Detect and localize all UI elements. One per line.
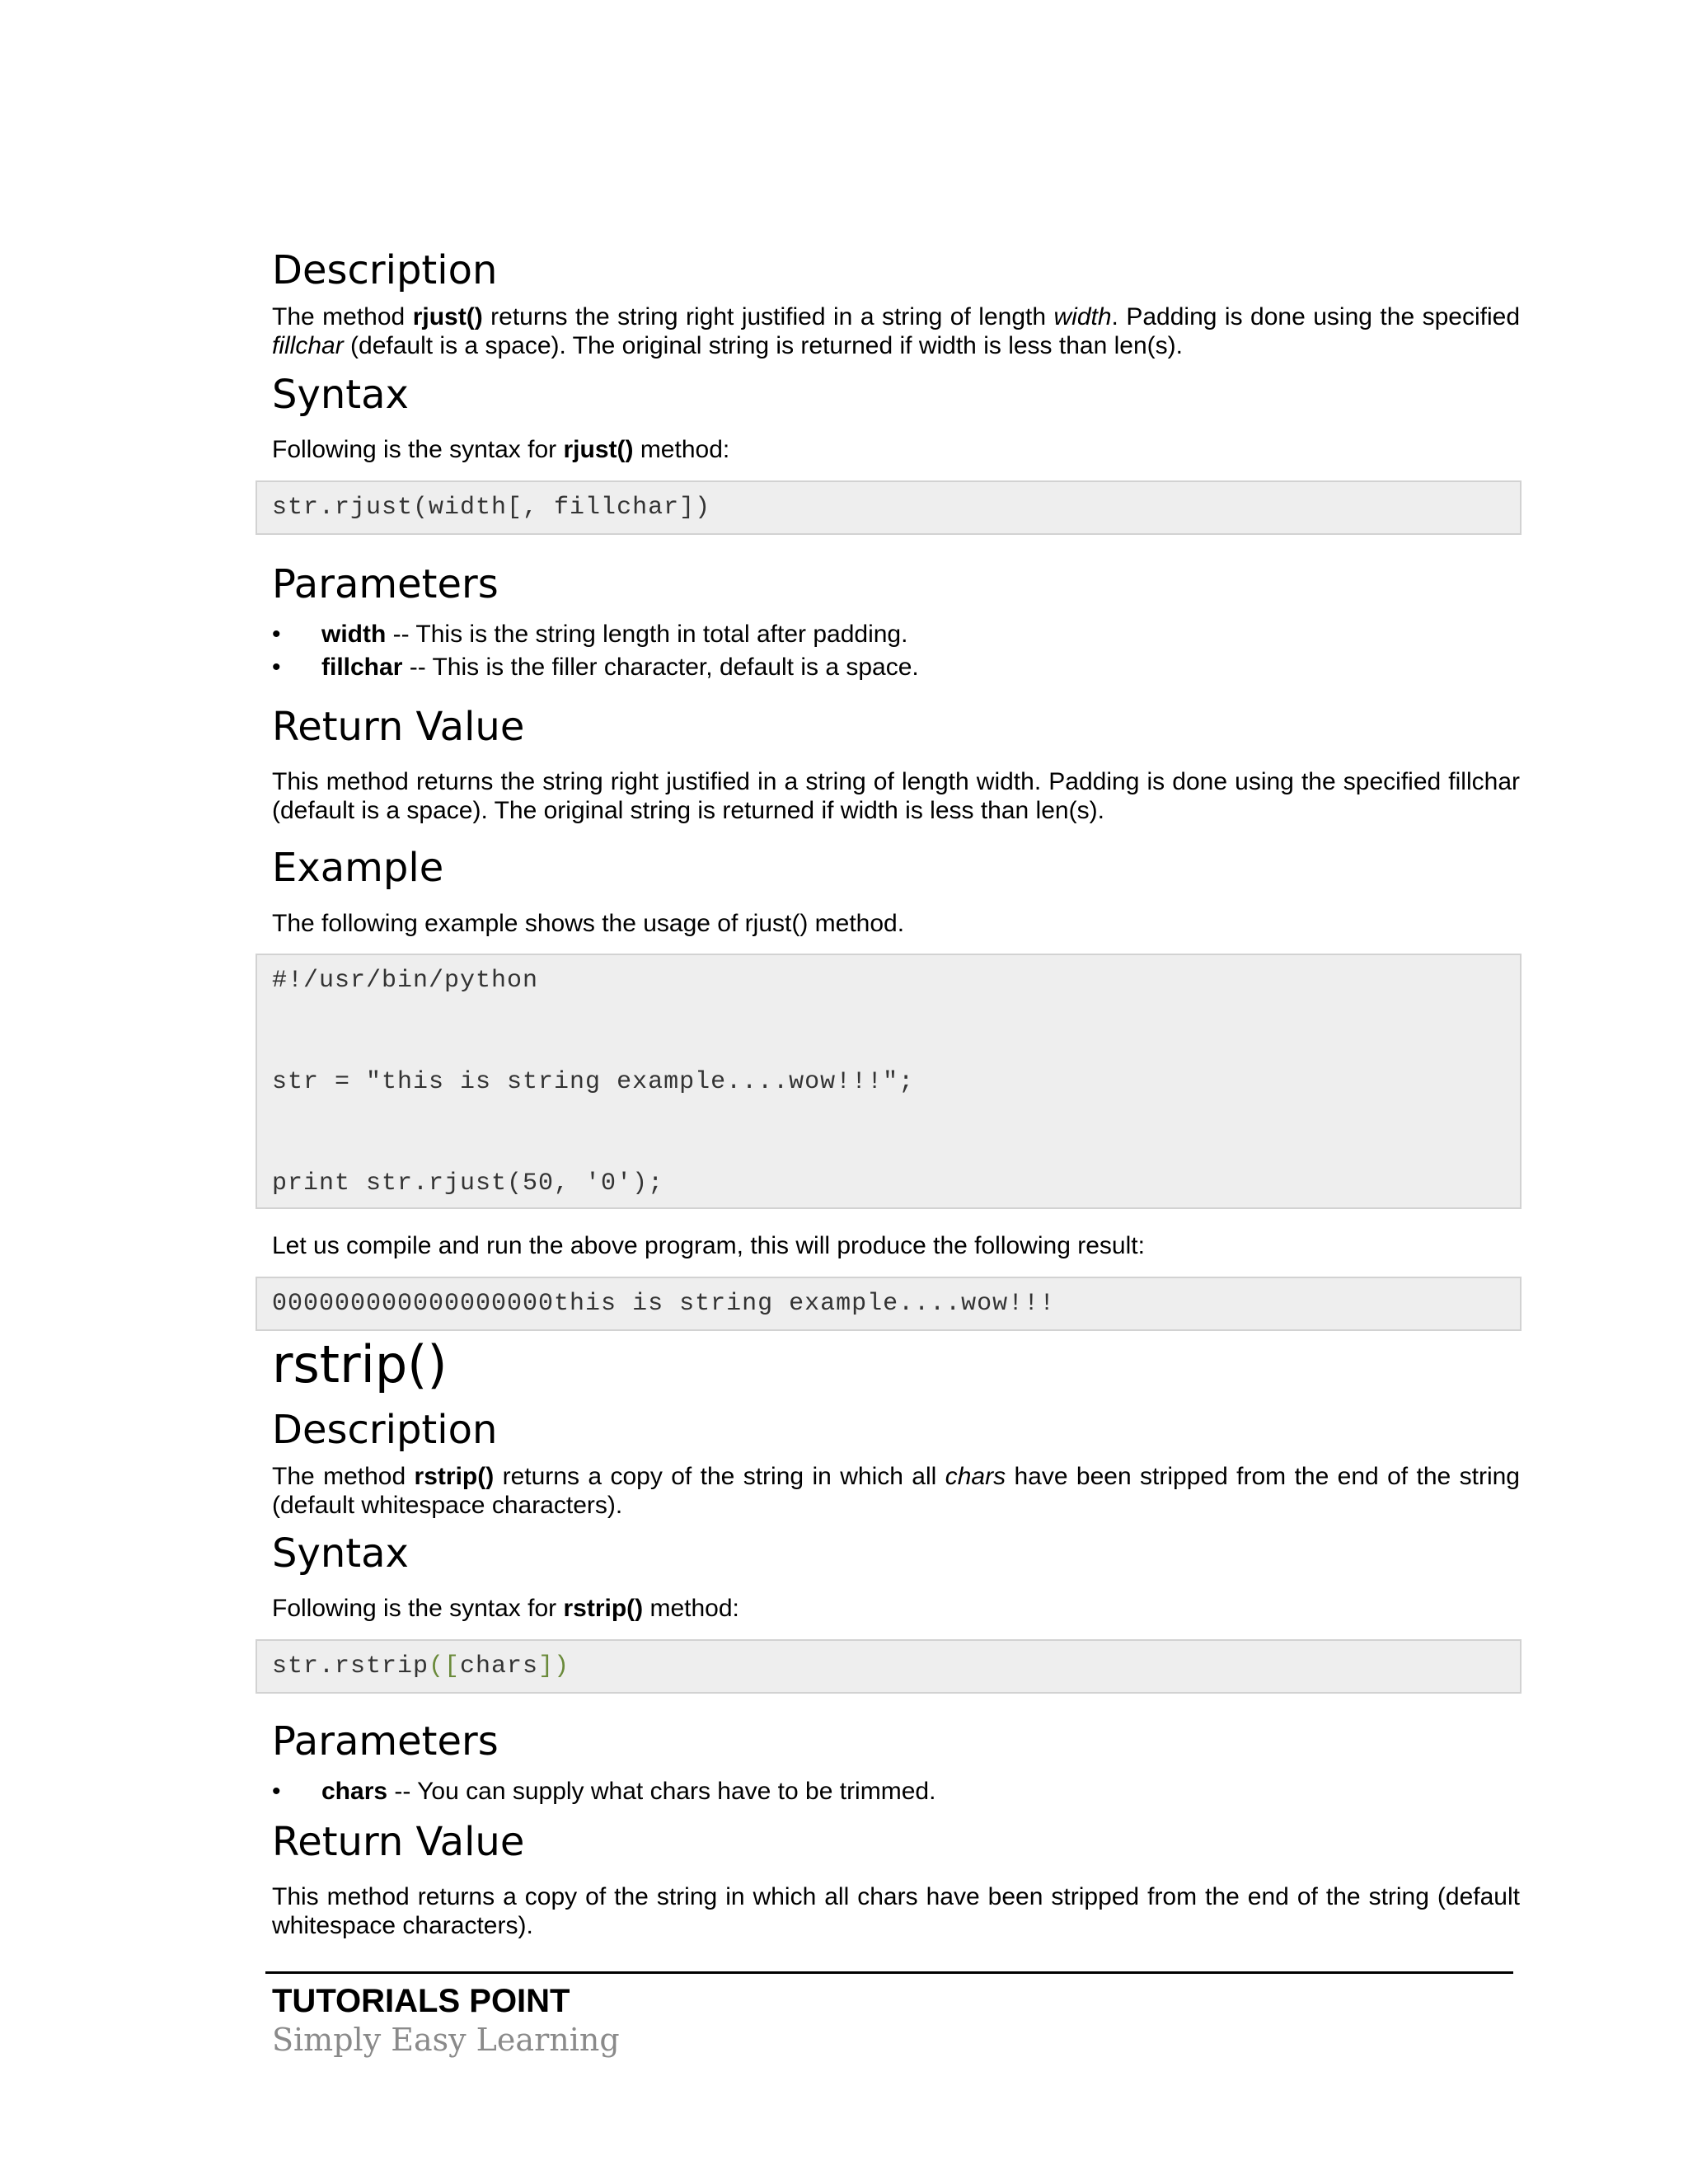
code-line: print str.rjust(50, '0'); (272, 1169, 664, 1197)
rstrip-title: rstrip() (272, 1334, 448, 1394)
footer-tagline: Simply Easy Learning (272, 2022, 620, 2058)
footer-brand: TUTORIALS POINT (272, 1983, 570, 2019)
rstrip-parameters-heading: Parameters (272, 1718, 499, 1765)
bullet-icon: • (272, 654, 281, 681)
parameter-item: • fillchar -- This is the filler character, default is a space. (272, 651, 1508, 684)
code-line: #!/usr/bin/python (272, 967, 539, 995)
rstrip-description-text: The method rstrip() returns a copy of the string in which all chars have been stripped from the end of the string (default whitespace characters). (272, 1463, 1520, 1519)
rstrip-syntax-lead: Following is the syntax for rstrip() method: (272, 1595, 739, 1622)
rjust-description-text: The method rjust() returns the string right justified in a string of length width. Padding is done using the specified fillchar (default is a space). The original string is returned if width is less than len(s). (272, 303, 1521, 359)
rjust-description-heading: Description (272, 247, 498, 293)
parameter-item: • chars -- You can supply what chars have to be trimmed. (272, 1775, 1508, 1808)
rjust-example-lead: The following example shows the usage of rjust() method. (272, 910, 905, 937)
bullet-icon: • (272, 621, 281, 648)
rstrip-parameters-list (272, 1775, 1508, 1808)
rstrip-syntax-heading: Syntax (272, 1530, 409, 1577)
bullet-icon: • (272, 1778, 281, 1805)
rjust-syntax-heading: Syntax (272, 372, 409, 418)
footer-rule (265, 1971, 1513, 1974)
code-line: str.rjust(width[, fillchar]) (272, 494, 711, 522)
rjust-return-value-heading: Return Value (272, 704, 525, 750)
rstrip-return-value-heading: Return Value (272, 1819, 525, 1865)
rjust-parameters-heading: Parameters (272, 561, 499, 607)
rjust-result-block (256, 1277, 1522, 1331)
rjust-parameters-list (272, 618, 1508, 684)
code-line: str = "this is string example....wow!!!"; (272, 1068, 915, 1096)
rstrip-return-value-text: This method returns a copy of the string in which all chars have been stripped from the end of the string (default whitespace characters). (272, 1883, 1520, 1939)
rjust-return-value-text: This method returns the string right justified in a string of length width. Padding is done using the specified fillchar (default is a space). The original string is returned if width is less than len(s). (272, 768, 1520, 824)
rstrip-syntax-code-block (256, 1639, 1522, 1694)
parameter-item: • width -- This is the string length in total after padding. (272, 618, 1508, 651)
rjust-result-lead: Let us compile and run the above program, this will produce the following result: (272, 1232, 1145, 1259)
rjust-syntax-lead: Following is the syntax for rjust() method: (272, 436, 730, 463)
code-line: str.rstrip([chars]) (272, 1652, 570, 1680)
rjust-syntax-code-block (256, 480, 1522, 535)
rjust-example-code-block (256, 954, 1522, 1209)
rstrip-description-heading: Description (272, 1407, 498, 1453)
code-line: 000000000000000000this is string example....wow!!! (272, 1290, 1056, 1318)
rjust-example-heading: Example (272, 845, 444, 891)
